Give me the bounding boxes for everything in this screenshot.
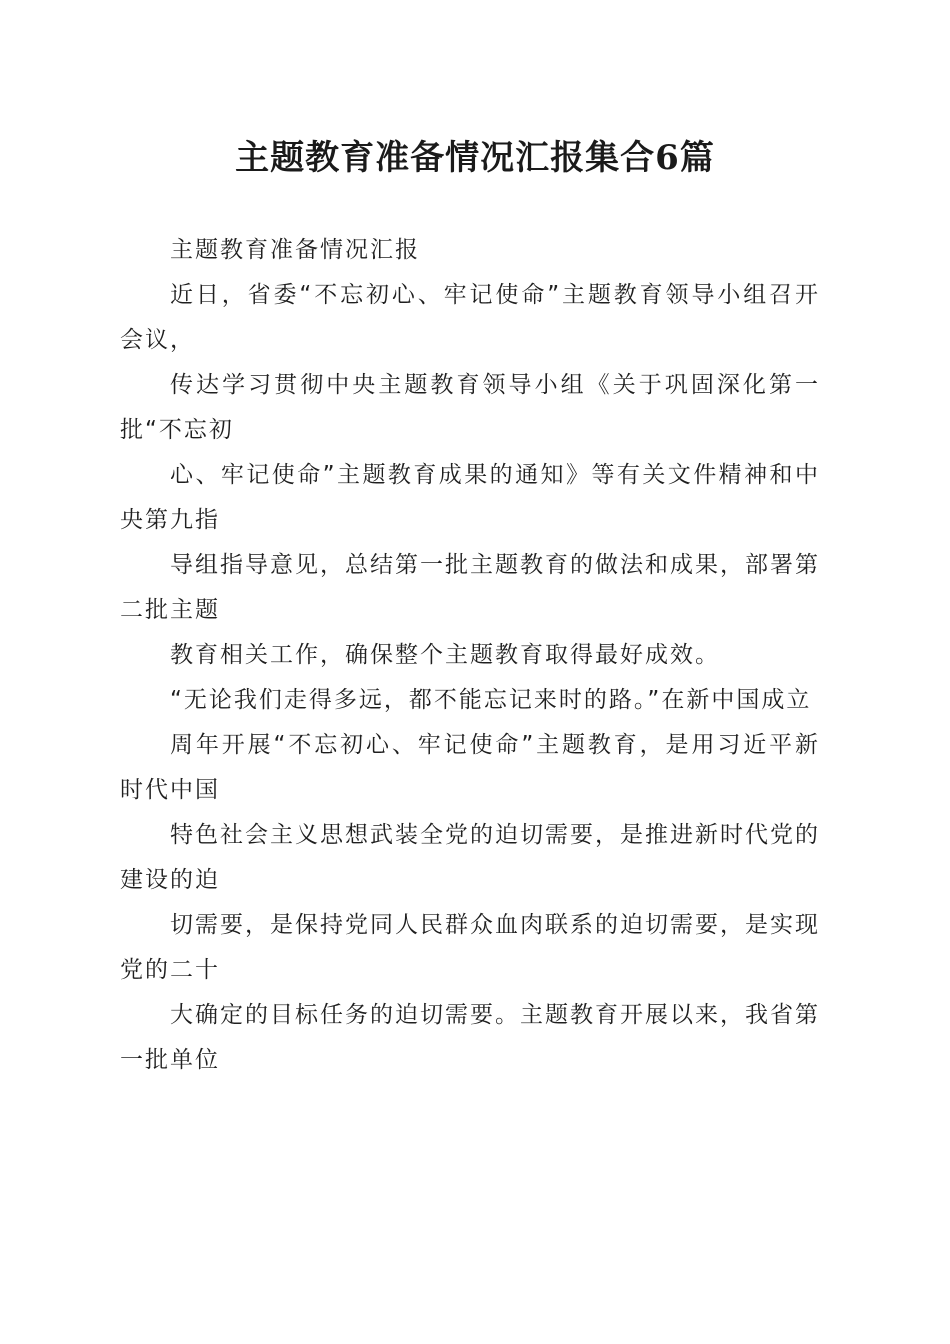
paragraph: 近日，省委“不忘初心、牢记使命”主题教育领导小组召开会议， bbox=[120, 282, 820, 353]
paragraph: 主题教育准备情况汇报 bbox=[170, 237, 420, 263]
document-body bbox=[120, 228, 820, 1083]
document-title: 主题教育准备情况汇报集合6篇 bbox=[235, 138, 715, 178]
paragraph: 教育相关工作，确保整个主题教育取得最好成效。 bbox=[170, 642, 720, 668]
paragraph: 周年开展“不忘初心、牢记使命”主题教育，是用习近平新时代中国 bbox=[120, 732, 820, 803]
paragraph: 心、牢记使命”主题教育成果的通知》等有关文件精神和中央第九指 bbox=[120, 462, 820, 533]
paragraph: 切需要，是保持党同人民群众血肉联系的迫切需要，是实现党的二十 bbox=[120, 912, 820, 983]
paragraph: 大确定的目标任务的迫切需要。主题教育开展以来，我省第一批单位 bbox=[120, 1002, 820, 1073]
paragraph: 传达学习贯彻中央主题教育领导小组《关于巩固深化第一批“不忘初 bbox=[120, 372, 820, 443]
paragraph: “无论我们走得多远，都不能忘记来时的路。”在新中国成立 bbox=[170, 687, 812, 713]
paragraph: 特色社会主义思想武装全党的迫切需要，是推进新时代党的建设的迫 bbox=[120, 822, 820, 893]
paragraph: 导组指导意见，总结第一批主题教育的做法和成果，部署第二批主题 bbox=[120, 552, 820, 623]
